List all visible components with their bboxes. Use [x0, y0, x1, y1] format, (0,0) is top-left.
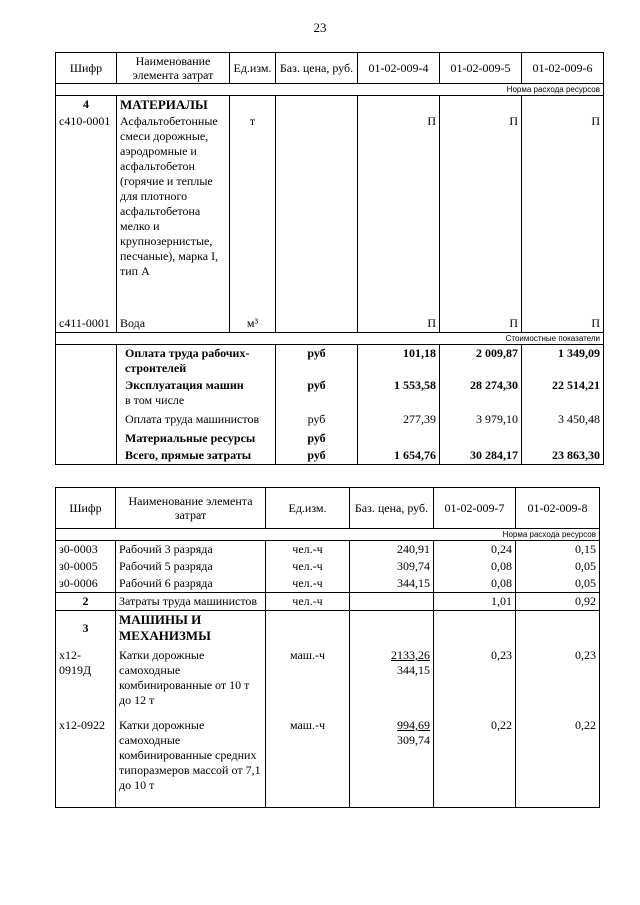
cost-row: [56, 409, 604, 428]
cost-unit: руб: [276, 377, 358, 409]
item-value: П: [358, 315, 440, 333]
cost-name: Всего, прямые затраты: [117, 447, 276, 465]
cost-value: 30 284,17: [440, 447, 522, 465]
table-header-row: [56, 53, 604, 84]
item-name: Рабочий 3 разряда: [116, 541, 266, 559]
cost-value: 3 979,10: [440, 409, 522, 428]
item-code: с410-0001: [56, 113, 117, 315]
header-price: Баз. цена, руб.: [276, 53, 358, 84]
cost-unit: руб: [276, 428, 358, 447]
cost-name: Оплата труда машинистов: [117, 409, 276, 428]
item-value: П: [440, 315, 522, 333]
item-code: 2: [56, 593, 116, 611]
cost-unit: руб: [276, 447, 358, 465]
item-value: 0,23: [516, 645, 600, 717]
item-value: П: [522, 315, 604, 333]
table-row: [56, 96, 604, 114]
item-price: [350, 593, 434, 611]
table-row: [56, 315, 604, 333]
section-label-row: [56, 529, 600, 541]
section-number: 3: [56, 611, 116, 646]
item-unit: чел.-ч: [266, 541, 350, 559]
table-row: [56, 717, 600, 808]
cost-unit: руб: [276, 345, 358, 378]
item-code: з0-0006: [56, 575, 116, 593]
cost-value: [440, 428, 522, 447]
header-col-5: 01-02-009-5: [440, 53, 522, 84]
table-header-row: [56, 488, 600, 529]
table-row: [56, 558, 600, 575]
item-value: 0,15: [516, 541, 600, 559]
cost-value: [358, 428, 440, 447]
section-cost-label: Стоимостные показатели: [56, 333, 604, 345]
table-row: [56, 593, 600, 611]
item-price: 2133,26: [391, 648, 430, 662]
cost-value: 2 009,87: [440, 345, 522, 378]
item-unit: чел.-ч: [266, 593, 350, 611]
header-code: Шифр: [56, 53, 117, 84]
header-col-4: 01-02-009-4: [358, 53, 440, 84]
cost-value: 277,39: [358, 409, 440, 428]
item-name: Катки дорожные самоходные комбинированные средних типоразмеров массой от 7,1 до 10 т: [116, 717, 266, 808]
cost-value: 28 274,30: [440, 377, 522, 409]
item-value: 0,22: [516, 717, 600, 808]
item-value: П: [522, 113, 604, 315]
resource-table-2: [55, 487, 600, 808]
cost-row: [56, 345, 604, 378]
cost-row: [56, 377, 604, 409]
cost-value: 1 349,09: [522, 345, 604, 378]
cost-name: Оплата труда рабочих-строителей: [117, 345, 276, 378]
item-price-sub: 309,74: [397, 733, 430, 747]
table-row: [56, 541, 600, 559]
header-code: Шифр: [56, 488, 116, 529]
header-unit: Ед.изм.: [266, 488, 350, 529]
cost-value: 1 654,76: [358, 447, 440, 465]
item-price: 309,74: [350, 558, 434, 575]
item-value: 0,24: [434, 541, 516, 559]
table-row: [56, 113, 604, 315]
header-col-7: 01-02-009-7: [434, 488, 516, 529]
header-name: Наименование элемента затрат: [116, 488, 266, 529]
table-row: [56, 575, 600, 593]
item-name: Асфальтобетонные смеси дорожные, аэродромные и асфальтобетон (горячие и теплые для плотного асфальтобетона мелко и крупнозернистые, песчаные), марка I, тип А: [117, 113, 230, 315]
cost-name: Эксплуатация машин: [125, 378, 244, 392]
header-price: Баз. цена, руб.: [350, 488, 434, 529]
item-price: 240,91: [350, 541, 434, 559]
section-norm-label: Норма расхода ресурсов: [56, 529, 600, 541]
cost-note: в том числе: [125, 393, 185, 407]
header-unit: Ед.изм.: [230, 53, 276, 84]
item-unit: чел.-ч: [266, 575, 350, 593]
cost-row: [56, 428, 604, 447]
item-value: 0,23: [434, 645, 516, 717]
item-name: Вода: [117, 315, 230, 333]
item-code: х12-0919Д: [56, 645, 116, 717]
item-value: 0,92: [516, 593, 600, 611]
cost-value: 3 450,48: [522, 409, 604, 428]
cost-row: [56, 447, 604, 465]
item-value: 0,22: [434, 717, 516, 808]
item-code: з0-0005: [56, 558, 116, 575]
table-row: [56, 645, 600, 717]
cost-value: 22 514,21: [522, 377, 604, 409]
item-value: П: [358, 113, 440, 315]
item-code: з0-0003: [56, 541, 116, 559]
item-price: [276, 113, 358, 315]
item-name: Рабочий 5 разряда: [116, 558, 266, 575]
item-value: П: [440, 113, 522, 315]
item-value: 0,05: [516, 575, 600, 593]
item-price: [276, 315, 358, 333]
section-label-row: [56, 84, 604, 96]
section-label-row: [56, 333, 604, 345]
cost-value: [522, 428, 604, 447]
page-number: 23: [313, 20, 327, 35]
item-unit: маш.-ч: [266, 717, 350, 808]
cost-name: Материальные ресурсы: [117, 428, 276, 447]
item-value: 0,08: [434, 575, 516, 593]
item-value: 1,01: [434, 593, 516, 611]
item-value: 0,05: [516, 558, 600, 575]
cost-value: 23 863,30: [522, 447, 604, 465]
cost-value: 101,18: [358, 345, 440, 378]
section-title: МАШИНЫ И МЕХАНИЗМЫ: [116, 611, 266, 646]
item-unit: т: [230, 113, 276, 315]
item-price: 344,15: [350, 575, 434, 593]
item-code: с411-0001: [56, 315, 117, 333]
section-number: 4: [56, 96, 117, 114]
item-unit: чел.-ч: [266, 558, 350, 575]
item-price: 994,69: [397, 718, 430, 732]
header-col-8: 01-02-009-8: [516, 488, 600, 529]
header-name: Наименование элемента затрат: [117, 53, 230, 84]
item-unit: м³: [230, 315, 276, 333]
section-title: МАТЕРИАЛЫ: [117, 96, 230, 114]
table-row: [56, 611, 600, 646]
item-unit: маш.-ч: [266, 645, 350, 717]
item-code: х12-0922: [56, 717, 116, 808]
item-price-sub: 344,15: [397, 663, 430, 677]
item-name: Затраты труда машинистов: [116, 593, 266, 611]
cost-value: 1 553,58: [358, 377, 440, 409]
item-name: Катки дорожные самоходные комбинированные от 10 т до 12 т: [116, 645, 266, 717]
section-norm-label: Норма расхода ресурсов: [56, 84, 604, 96]
header-col-6: 01-02-009-6: [522, 53, 604, 84]
item-value: 0,08: [434, 558, 516, 575]
resource-table-1: [55, 52, 604, 465]
cost-unit: руб: [276, 409, 358, 428]
item-name: Рабочий 6 разряда: [116, 575, 266, 593]
